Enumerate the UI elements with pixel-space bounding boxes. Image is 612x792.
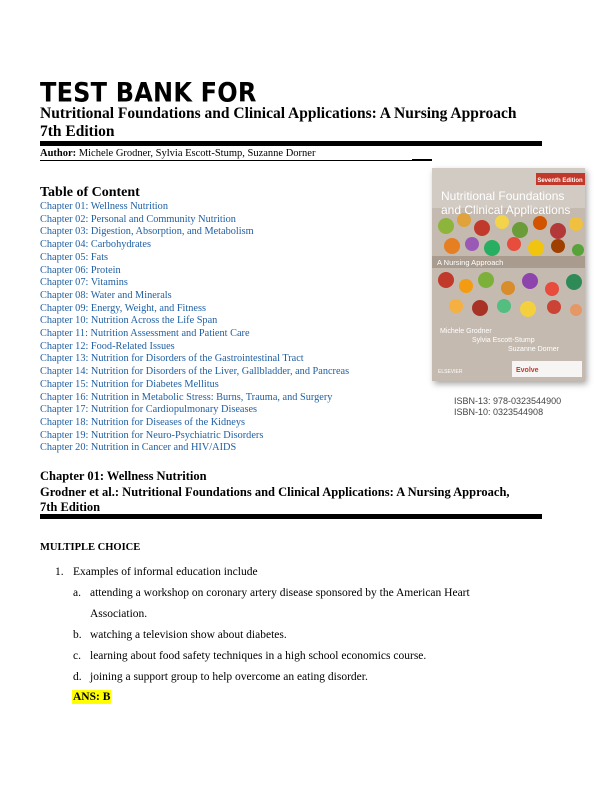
toc-chapter-03[interactable]: Chapter 03: Digestion, Absorption, and Metabolism	[40, 226, 254, 238]
option-d-letter: d.	[73, 671, 82, 683]
author-label: Author:	[40, 148, 77, 159]
option-a-letter: a.	[73, 587, 81, 599]
cover-subtitle: A Nursing Approach	[437, 258, 504, 267]
chapter-heading: Chapter 01: Wellness Nutrition	[40, 469, 207, 483]
toc-chapter-13[interactable]: Chapter 13: Nutrition for Disorders of the Gastrointestinal Tract	[40, 353, 304, 365]
option-a-text-line1: attending a workshop on coronary artery disease sponsored by the American Heart	[90, 587, 470, 599]
authors-underline	[40, 160, 432, 161]
edition-badge: Seventh Edition	[537, 178, 583, 184]
cover-author-3: Suzanne Dorner	[508, 346, 559, 353]
toc-chapter-14[interactable]: Chapter 14: Nutrition for Disorders of the Liver, Gallbladder, and Pancreas	[40, 366, 350, 378]
book-cover-art	[432, 168, 585, 381]
toc-chapter-08[interactable]: Chapter 08: Water and Minerals	[40, 289, 172, 301]
section-heading: MULTIPLE CHOICE	[40, 542, 141, 553]
authors-line	[40, 148, 315, 160]
toc-chapter-05[interactable]: Chapter 05: Fats	[40, 251, 109, 263]
isbn-10: ISBN-10: 0323544908	[454, 407, 544, 417]
cover-title-line1: Nutritional Foundations	[441, 189, 565, 203]
option-a-text-line2: Association.	[90, 608, 148, 620]
toc-chapter-02[interactable]: Chapter 02: Personal and Community Nutrition	[40, 213, 236, 225]
option-b-text: watching a television show about diabetes.	[90, 629, 287, 641]
question-text: Examples of informal education include	[73, 566, 258, 578]
toc-chapter-18[interactable]: Chapter 18: Nutrition for Diseases of the Kidneys	[40, 416, 246, 428]
toc-chapter-07[interactable]: Chapter 07: Vitamins	[40, 277, 128, 289]
toc-chapter-11[interactable]: Chapter 11: Nutrition Assessment and Patient Care	[40, 328, 250, 340]
option-c-text: learning about food safety techniques in a high school economics course.	[90, 650, 427, 662]
toc-chapter-17[interactable]: Chapter 17: Nutrition for Cardiopulmonary Diseases	[40, 404, 258, 416]
answer-key: ANS: B	[73, 691, 111, 703]
option-b-letter: b.	[73, 629, 82, 641]
toc-chapter-15[interactable]: Chapter 15: Nutrition for Diabetes Mellitus	[40, 378, 219, 390]
toc-chapter-19[interactable]: Chapter 19: Nutrition for Neuro-Psychiatric Disorders	[40, 429, 264, 441]
isbn-block	[454, 396, 561, 418]
book-title-line1: Nutritional Foundations and Clinical Applications: A Nursing Approach	[40, 105, 517, 122]
cover-author-1: Michele Grodner	[440, 328, 492, 335]
book-title-edition: 7th Edition	[40, 123, 115, 140]
author-names: Michele Grodner, Sylvia Escott-Stump, Suzanne Dorner	[78, 148, 316, 159]
toc-heading: Table of Content	[40, 185, 140, 200]
cover-publisher: ELSEVIER	[438, 369, 463, 375]
toc-chapter-16[interactable]: Chapter 16: Nutrition in Metabolic Stress: Burns, Trauma, and Surgery	[40, 391, 333, 403]
toc-list	[40, 201, 349, 455]
test-bank-brand: TEST BANK FOR	[40, 76, 257, 109]
evolve-badge: Evolve	[516, 367, 539, 374]
isbn-13: ISBN-13: 978-0323544900	[454, 396, 562, 406]
question-number: 1.	[55, 566, 64, 578]
toc-chapter-09[interactable]: Chapter 09: Energy, Weight, and Fitness	[40, 302, 206, 314]
cover-author-2: Sylvia Escott-Stump	[472, 337, 535, 344]
option-d-text: joining a support group to help overcome an eating disorder.	[90, 671, 368, 683]
toc-chapter-12[interactable]: Chapter 12: Food-Related Issues	[40, 340, 175, 352]
chapter-subtitle-line2: 7th Edition	[40, 500, 101, 514]
toc-chapter-06[interactable]: Chapter 06: Protein	[40, 264, 121, 276]
option-c-letter: c.	[73, 650, 81, 662]
toc-chapter-10[interactable]: Chapter 10: Nutrition Across the Life Span	[40, 315, 218, 327]
cover-title-line2: and Clinical Applications	[441, 203, 571, 217]
toc-chapter-04[interactable]: Chapter 04: Carbohydrates	[40, 239, 151, 251]
toc-chapter-20[interactable]: Chapter 20: Nutrition in Cancer and HIV/AIDS	[40, 442, 237, 454]
authors-underline-end	[412, 159, 432, 161]
chapter-subtitle-line1: Grodner et al.: Nutritional Foundations and Clinical Applications: A Nursing Approach,	[40, 485, 510, 499]
toc-chapter-01[interactable]: Chapter 01: Wellness Nutrition	[40, 201, 168, 212]
book-cover-image	[432, 168, 585, 381]
header-divider	[40, 141, 542, 146]
chapter-divider	[40, 514, 542, 519]
